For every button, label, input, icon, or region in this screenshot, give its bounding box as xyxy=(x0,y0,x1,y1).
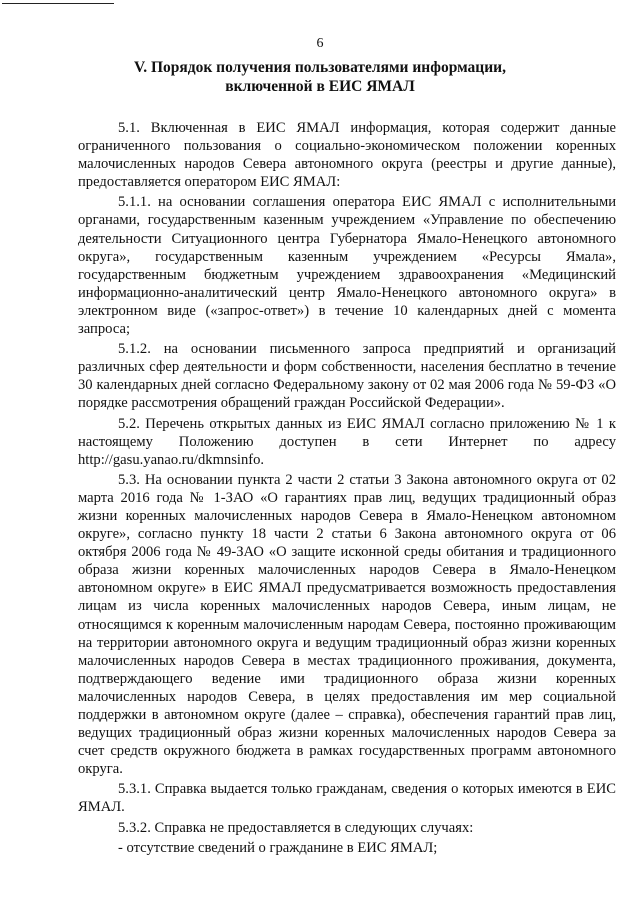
section-heading-line-1: V. Порядок получения пользователями информации, xyxy=(134,59,506,76)
document-body xyxy=(78,119,616,859)
paragraph-5-2: 5.2. Перечень открытых данных из ЕИС ЯМАЛ согласно приложению № 1 к настоящему Положению доступен в сети Интернет по адресу http://gasu.yanao.ru/dkmnsinfo. xyxy=(78,415,616,468)
paragraph-list-item: - отсутствие сведений о гражданине в ЕИС ЯМАЛ; xyxy=(118,839,438,856)
paragraph-5-3-1: 5.3.1. Справка выдается только гражданам, сведения о которых имеются в ЕИС ЯМАЛ. xyxy=(78,781,616,816)
paragraph-5-1: 5.1. Включенная в ЕИС ЯМАЛ информация, которая содержит данные ограниченного пользования о социально-экономическом положении коренных малочисленных народов Севера автономного округа (реестры и другие данные), предоставляется оператором ЕИС ЯМАЛ: xyxy=(78,120,616,191)
paragraph-5-3-2: 5.3.2. Справка не предоставляется в следующих случаях: xyxy=(118,819,474,836)
paragraph-5-1-1: 5.1.1. на основании соглашения оператора ЕИС ЯМАЛ с исполнительными органами, государственным казенным учреждением «Управление по обеспечению деятельности Ситуационного центра Губернатора Ямало-Ненецкого автономного округа», государственным казенным учреждением «Ресурсы Ямала», государственным бюджетным учреждением здравоохранения «Медицинский информационно-аналитический центр Ямало-Ненецкого автономного округа» в электронном виде («запрос-ответ») в течение 10 календарных дней с момента запроса; xyxy=(78,194,616,338)
paragraph-5-3: 5.3. На основании пункта 2 части 2 статьи 3 Закона автономного округа от 02 марта 2016 года № 1-ЗАО «О гарантиях прав лиц, ведущих традиционный образ жизни коренных малочисленных народов Севера в Ямало-Ненецком автономном округе», согласно пункту 18 части 2 статьи 6 Закона автономного округа от 06 октября 2006 года № 49-ЗАО «О защите исконной среды обитания и традиционного образа жизни коренных малочисленных народов Севера в Ямало-Ненецком автономном округе» в ЕИС ЯМАЛ предусматривается возможность предоставления лицам из числа коренных малочисленных народов Севера, иным лицам, не относящимся к коренным малочисленным народам Севера, постоянно проживающим на территории автономного округа и ведущим традиционный образ жизни коренных малочисленных народов Севера в местах традиционного проживания, документа, подтверждающего ведение ими традиционного образа жизни коренных малочисленных народов Севера, в целях предоставления им мер социальной поддержки в автономном округе (далее – справка), обеспечения гарантий прав лиц, ведущих традиционный образ жизни коренных малочисленных народов Севера за счет средств окружного бюджета в рамках государственных программ автономного округа. xyxy=(78,471,616,778)
section-heading xyxy=(60,58,580,96)
paragraph-5-1-2: 5.1.2. на основании письменного запроса предприятий и организаций различных сфер деятельности и форм собственности, населения бесплатно в течение 30 календарных дней согласно Федеральному закону от 02 мая 2006 года № 59-ФЗ «О порядке рассмотрения обращений граждан Российской Федерации». xyxy=(78,341,616,412)
page-number: 6 xyxy=(316,36,324,51)
section-heading-line-2: включенной в ЕИС ЯМАЛ xyxy=(225,78,415,95)
top-rule xyxy=(2,3,114,4)
